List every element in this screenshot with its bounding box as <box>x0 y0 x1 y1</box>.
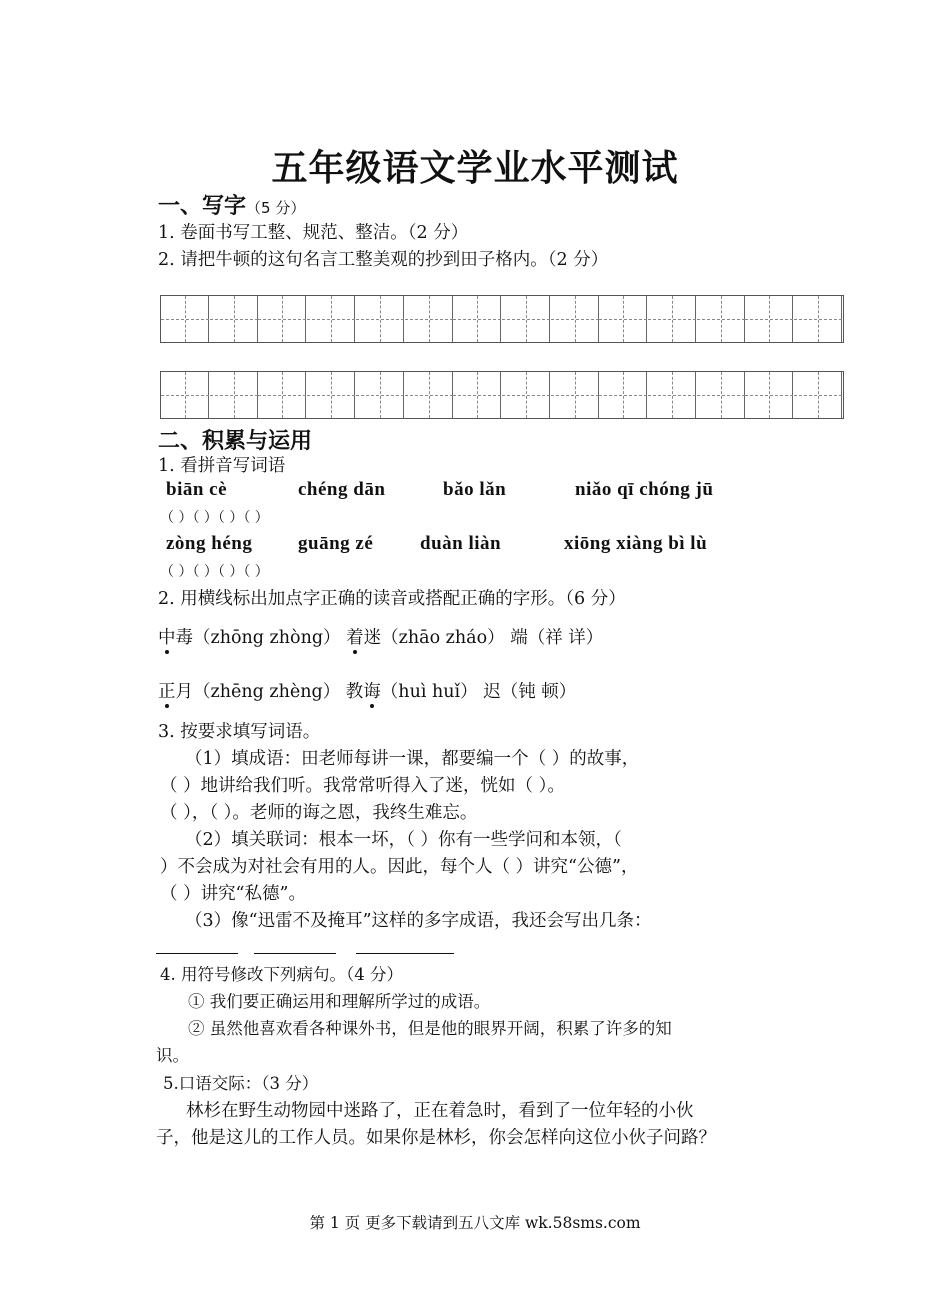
fill-conjunction-line-1[interactable]: （2）填关联词：根本一坏，（ ）你有一些学问和本领，（ <box>185 830 622 850</box>
section-heading-writing: 一、写字（5 分） <box>158 194 306 219</box>
grid-cell[interactable] <box>210 372 258 418</box>
fill-idiom-line-2[interactable]: （ ）地讲给我们听。我常常听得入了迷，恍如（ ）。 <box>160 776 565 796</box>
grid-guide-horizontal <box>356 395 404 396</box>
grid-cell[interactable] <box>794 296 842 342</box>
pinyin-item: duàn liàn <box>420 533 502 554</box>
multi-char-idiom-prompt: （3）像“迅雷不及掩耳”这样的多字成语，我还会写出几条： <box>185 911 652 931</box>
dotted-char: 正 <box>158 682 176 702</box>
question-2-2-label: 2. 用横线标出加点字正确的读音或搭配正确的字形。（6 分） <box>158 589 626 609</box>
dotted-char: 着 <box>346 628 364 648</box>
faulty-sentence-1[interactable]: ① 我们要正确运用和理解所学过的成语。 <box>188 992 491 1011</box>
writing-grid-row-1[interactable] <box>160 295 844 343</box>
grid-cell[interactable] <box>356 372 404 418</box>
faulty-sentence-2-cont: 识。 <box>156 1046 189 1065</box>
fill-idiom-line-1[interactable]: （1）填成语：田老师每讲一课，都要编一个（ ）的故事， <box>185 749 640 769</box>
grid-cell[interactable] <box>745 372 793 418</box>
grid-guide-horizontal <box>745 319 793 320</box>
grid-cell[interactable] <box>356 296 404 342</box>
page-title: 五年级语文学业水平测试 <box>271 148 679 189</box>
grid-cell[interactable] <box>551 296 599 342</box>
page-footer: 第 1 页 更多下载请到五八文库 wk.58sms.com <box>309 1214 641 1232</box>
pinyin-item: niǎo qī chóng jū <box>575 479 714 500</box>
answer-parens-row-2[interactable]: （ ）（ ）（ ）（ ） <box>160 564 269 580</box>
grid-guide-horizontal <box>648 319 696 320</box>
grid-guide-horizontal <box>551 395 599 396</box>
question-1-2: 2. 请把牛顿的这句名言工整美观的抄到田子格内。（2 分） <box>158 250 609 270</box>
dotted-char: 中 <box>158 628 176 648</box>
grid-guide-horizontal <box>794 319 842 320</box>
grid-cell[interactable] <box>210 296 258 342</box>
grid-guide-horizontal <box>258 319 306 320</box>
oral-scenario-line-2: 子，他是这儿的工作人员。如果你是林杉，你会怎样向这位小伙子问路？ <box>156 1128 716 1148</box>
question-2-1-label: 1. 看拼音写词语 <box>158 456 286 476</box>
grid-guide-horizontal <box>210 395 258 396</box>
grid-cell[interactable] <box>502 372 550 418</box>
grid-cell[interactable] <box>161 296 209 342</box>
reading-choice-line-1[interactable]: 中毒（zhōng zhòng） 着迷（zhāo zháo） 端（祥 详） <box>158 628 604 648</box>
pinyin-item: bǎo lǎn <box>443 479 507 500</box>
pinyin-item: guāng zé <box>298 533 374 554</box>
grid-guide-horizontal <box>210 319 258 320</box>
grid-guide-horizontal <box>502 395 550 396</box>
answer-parens-row-1[interactable]: （ ）（ ）（ ）（ ） <box>160 510 269 526</box>
grid-guide-horizontal <box>697 319 745 320</box>
fill-idiom-line-3[interactable]: （ ），（ ）。老师的诲之恩，我终生难忘。 <box>160 803 478 823</box>
question-2-4-label: 4. 用符号修改下列病句。（4 分） <box>160 965 403 984</box>
grid-guide-horizontal <box>307 395 355 396</box>
grid-cell[interactable] <box>697 372 745 418</box>
idiom-answer-blank-1[interactable] <box>156 953 238 954</box>
grid-cell[interactable] <box>551 372 599 418</box>
grid-cell[interactable] <box>405 372 453 418</box>
question-1-1: 1. 卷面书写工整、规范、整洁。（2 分） <box>158 223 469 243</box>
grid-cell[interactable] <box>599 296 647 342</box>
grid-guide-horizontal <box>599 319 647 320</box>
fill-conjunction-line-2[interactable]: ）不会成为对社会有用的人。因此，每个人（ ）讲究“公德”， <box>160 857 639 877</box>
grid-guide-horizontal <box>453 319 501 320</box>
grid-guide-horizontal <box>745 395 793 396</box>
grid-cell[interactable] <box>648 296 696 342</box>
grid-guide-horizontal <box>453 395 501 396</box>
grid-guide-horizontal <box>502 319 550 320</box>
grid-cell[interactable] <box>453 296 501 342</box>
grid-cell[interactable] <box>258 296 306 342</box>
fill-conjunction-line-3[interactable]: （ ）讲究“私德”。 <box>160 884 306 904</box>
grid-guide-horizontal <box>405 319 453 320</box>
grid-cell[interactable] <box>648 372 696 418</box>
section-points: （5 分） <box>246 199 306 217</box>
grid-cell[interactable] <box>307 296 355 342</box>
pinyin-item: xiōng xiàng bì lù <box>564 533 708 554</box>
section-heading-accumulation: 二、积累与运用 <box>158 429 313 454</box>
question-2-5-label: 5.口语交际：（3 分） <box>163 1074 319 1093</box>
grid-cell[interactable] <box>453 372 501 418</box>
grid-guide-horizontal <box>161 319 209 320</box>
writing-grid-row-2[interactable] <box>160 371 844 419</box>
pinyin-item: zòng héng <box>166 533 253 554</box>
grid-cell[interactable] <box>258 372 306 418</box>
grid-guide-horizontal <box>551 319 599 320</box>
pinyin-item: chéng dān <box>298 479 386 500</box>
reading-choice-line-2[interactable]: 正月（zhēng zhèng） 教诲（huì huǐ） 迟（钝 顿） <box>158 682 577 702</box>
oral-scenario-line-1: 林杉在野生动物园中迷路了，正在着急时，看到了一位年轻的小伙 <box>186 1101 694 1121</box>
grid-cell[interactable] <box>307 372 355 418</box>
question-2-3-label: 3. 按要求填写词语。 <box>158 722 321 742</box>
grid-cell[interactable] <box>502 296 550 342</box>
grid-guide-horizontal <box>648 395 696 396</box>
grid-cell[interactable] <box>794 372 842 418</box>
grid-guide-horizontal <box>599 395 647 396</box>
grid-cell[interactable] <box>745 296 793 342</box>
grid-guide-horizontal <box>356 319 404 320</box>
idiom-answer-blank-3[interactable] <box>356 953 454 954</box>
pinyin-item: biān cè <box>166 479 228 500</box>
grid-cell[interactable] <box>405 296 453 342</box>
grid-guide-horizontal <box>405 395 453 396</box>
faulty-sentence-2[interactable]: ② 虽然他喜欢看各种课外书，但是他的眼界开阔，积累了许多的知 <box>188 1019 672 1038</box>
dotted-char: 诲 <box>363 682 381 702</box>
grid-guide-horizontal <box>307 319 355 320</box>
grid-guide-horizontal <box>794 395 842 396</box>
grid-cell[interactable] <box>697 296 745 342</box>
grid-cell[interactable] <box>599 372 647 418</box>
grid-guide-horizontal <box>161 395 209 396</box>
idiom-answer-blank-2[interactable] <box>254 953 336 954</box>
grid-guide-horizontal <box>258 395 306 396</box>
grid-cell[interactable] <box>161 372 209 418</box>
grid-guide-horizontal <box>697 395 745 396</box>
